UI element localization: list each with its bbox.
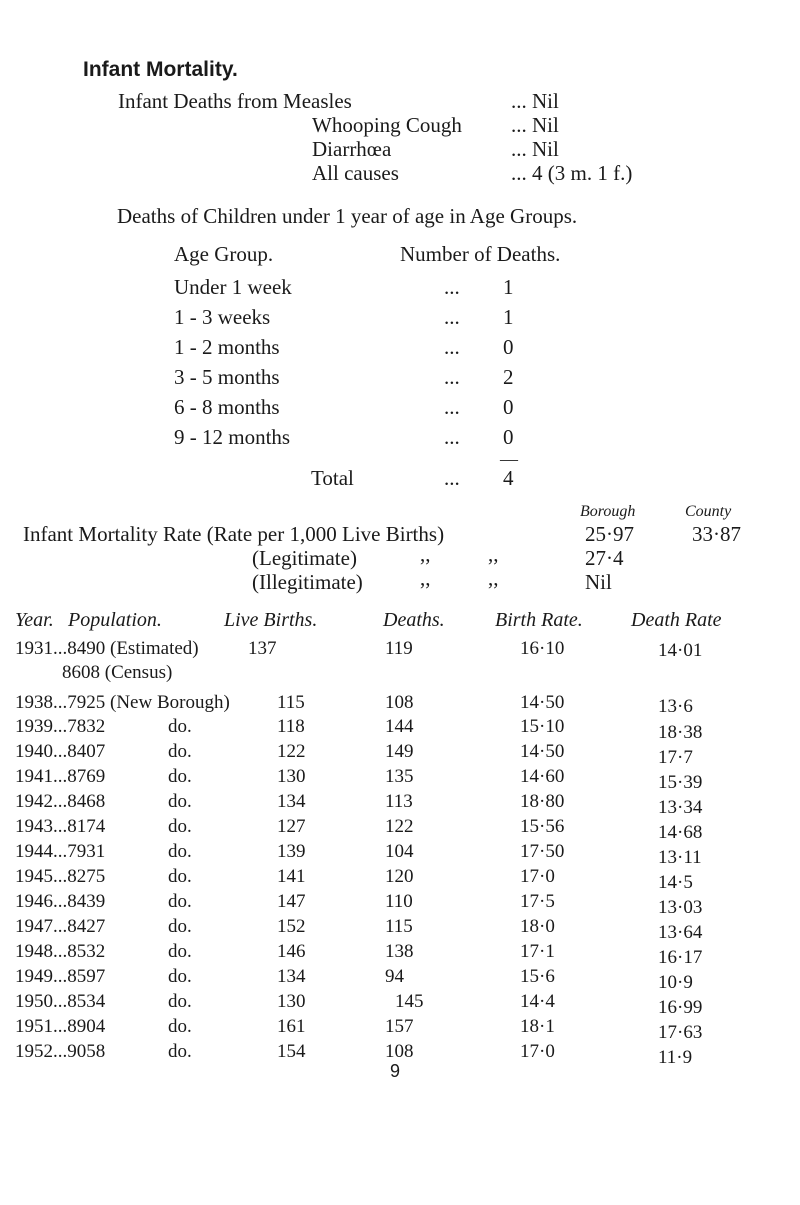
table-row-deaths: 113 xyxy=(385,791,413,812)
mortality-rate-county: 33·87 xyxy=(692,522,741,546)
cause-value-diarrhoea: ... Nil xyxy=(511,137,559,161)
table-row-deaths: 144 xyxy=(385,716,414,737)
table-row-death-rate: 14·01 xyxy=(658,640,703,661)
table-row-year-pop: 1949...8597 xyxy=(15,966,106,987)
age-row-label: Under 1 week xyxy=(174,275,292,299)
age-row-label: 1 - 2 months xyxy=(174,335,280,359)
table-row-births: 115 xyxy=(277,692,305,713)
table-row-deaths: 157 xyxy=(385,1016,414,1037)
table-row-year-pop: 1943...8174 xyxy=(15,816,106,837)
table-row-births: 139 xyxy=(277,841,306,862)
table-row-birth-rate: 18·0 xyxy=(520,916,555,937)
legitimate-label: (Legitimate) xyxy=(252,546,357,570)
county-header: County xyxy=(685,503,732,520)
table-row-births: 154 xyxy=(277,1041,306,1062)
age-row-value: 0 xyxy=(503,395,514,419)
table-row-births: 141 xyxy=(277,866,306,887)
illegitimate-label: (Illegitimate) xyxy=(252,570,363,594)
age-row-label: 9 - 12 months xyxy=(174,425,291,449)
table-row-deaths: 145 xyxy=(395,991,424,1012)
table-row-birth-rate: 16·10 xyxy=(520,638,565,659)
table-row-ditto: do. xyxy=(168,841,192,862)
table-row-death-rate: 13·6 xyxy=(658,696,693,717)
legitimate-ditto-2: ,, xyxy=(488,542,499,566)
table-row-ditto: do. xyxy=(168,791,192,812)
table-row-year-pop: 1939...7832 xyxy=(15,716,106,737)
total-value: 4 xyxy=(503,466,514,490)
table-row-births: 122 xyxy=(277,741,306,762)
table-row-births: 130 xyxy=(277,991,306,1012)
age-group-col-header: Age Group. xyxy=(174,242,274,266)
table-row-deaths: 119 xyxy=(385,638,413,659)
table-row-death-rate: 17·63 xyxy=(658,1022,703,1043)
table-row-death-rate: 11·9 xyxy=(658,1047,693,1068)
table-row-death-rate: 14·5 xyxy=(658,872,693,893)
table-row-birth-rate: 18·80 xyxy=(520,791,565,812)
table-row-ditto: do. xyxy=(168,916,192,937)
age-row-value: 0 xyxy=(503,425,514,449)
cause-label-whooping: Whooping Cough xyxy=(312,113,462,137)
table-row-year-pop: 1950...8534 xyxy=(15,991,106,1012)
age-row-dots: ... xyxy=(444,365,460,389)
age-row-dots: ... xyxy=(444,395,460,419)
age-row-label: 6 - 8 months xyxy=(174,395,280,419)
cause-value-measles: ... Nil xyxy=(511,89,559,113)
table-row-year-pop: 1951...8904 xyxy=(15,1016,106,1037)
table-row-ditto: do. xyxy=(168,941,192,962)
age-row-value: 0 xyxy=(503,335,514,359)
table-row-births: 127 xyxy=(277,816,306,837)
total-dots: ... xyxy=(444,466,460,490)
table-row-ditto: do. xyxy=(168,716,192,737)
table-row-year-pop: 1938...7925 (New Borough) xyxy=(15,692,230,713)
table-row-births: 118 xyxy=(277,716,305,737)
col-header-deaths: Deaths. xyxy=(383,609,445,631)
col-header-year: Year. xyxy=(15,609,54,631)
cause-label-diarrhoea: Diarrhœa xyxy=(312,137,392,161)
table-row-year-pop: 1948...8532 xyxy=(15,941,106,962)
table-row-birth-rate: 14·50 xyxy=(520,692,565,713)
table-row-deaths: 104 xyxy=(385,841,414,862)
age-row-dots: ... xyxy=(444,305,460,329)
col-header-population: Population. xyxy=(68,609,162,631)
table-row-births: 147 xyxy=(277,891,306,912)
illegitimate-ditto-2: ,, xyxy=(488,566,499,590)
total-rule: — xyxy=(500,449,518,469)
table-row-death-rate: 10·9 xyxy=(658,972,693,993)
table-row-death-rate: 16·99 xyxy=(658,997,703,1018)
table-row-deaths: 108 xyxy=(385,1041,414,1062)
mortality-rate-label: Infant Mortality Rate (Rate per 1,000 Live Births) xyxy=(23,522,445,546)
table-row-death-rate: 14·68 xyxy=(658,822,703,843)
table-row-ditto: do. xyxy=(168,966,192,987)
table-row-death-rate: 16·17 xyxy=(658,947,703,968)
table-row-deaths: 110 xyxy=(385,891,413,912)
table-row-death-rate: 18·38 xyxy=(658,722,703,743)
table-row-ditto: do. xyxy=(168,866,192,887)
table-row-ditto: do. xyxy=(168,766,192,787)
age-row-value: 1 xyxy=(503,275,514,299)
page-number: 9 xyxy=(390,1061,401,1081)
illegitimate-borough: Nil xyxy=(585,570,612,594)
table-row-birth-rate: 18·1 xyxy=(520,1016,555,1037)
cause-label-measles: Infant Deaths from Measles xyxy=(118,89,352,113)
table-row-year-pop: 1947...8427 xyxy=(15,916,106,937)
age-row-dots: ... xyxy=(444,275,460,299)
table-row-birth-rate: 15·10 xyxy=(520,716,565,737)
table-row-birth-rate: 14·4 xyxy=(520,991,555,1012)
table-row-deaths: 138 xyxy=(385,941,414,962)
age-row-dots: ... xyxy=(444,335,460,359)
total-label: Total xyxy=(311,466,354,490)
table-row-death-rate: 15·39 xyxy=(658,772,703,793)
cause-label-all: All causes xyxy=(312,161,399,185)
legitimate-ditto-1: ,, xyxy=(420,542,431,566)
table-row-births: 146 xyxy=(277,941,306,962)
deaths-col-header: Number of Deaths. xyxy=(400,242,561,266)
table-row-year-pop: 1942...8468 xyxy=(15,791,106,812)
age-row-dots: ... xyxy=(444,425,460,449)
table-row-births: 137 xyxy=(248,638,277,659)
table-row-death-rate: 13·64 xyxy=(658,922,703,943)
age-row-value: 2 xyxy=(503,365,514,389)
table-row-deaths: 149 xyxy=(385,741,414,762)
table-row-births: 161 xyxy=(277,1016,306,1037)
table-row-birth-rate: 17·5 xyxy=(520,891,555,912)
cause-value-whooping: ... Nil xyxy=(511,113,559,137)
table-row-deaths: 94 xyxy=(385,966,404,987)
col-header-death-rate: Death Rate xyxy=(631,609,722,631)
table-row-death-rate: 13·34 xyxy=(658,797,703,818)
page-title: Infant Mortality. xyxy=(83,58,238,81)
table-row-ditto: do. xyxy=(168,1016,192,1037)
table-row-deaths: 122 xyxy=(385,816,414,837)
table-row-deaths: 108 xyxy=(385,692,414,713)
table-row-birth-rate: 17·0 xyxy=(520,1041,555,1062)
table-row-ditto: do. xyxy=(168,741,192,762)
table-row-birth-rate: 15·56 xyxy=(520,816,565,837)
table-row-ditto: do. xyxy=(168,816,192,837)
table-row-ditto: do. xyxy=(168,991,192,1012)
table-row-births: 134 xyxy=(277,791,306,812)
illegitimate-ditto-1: ,, xyxy=(420,566,431,590)
table-row-birth-rate: 17·1 xyxy=(520,941,555,962)
table-row-year-pop: 1941...8769 xyxy=(15,766,106,787)
table-row-deaths: 120 xyxy=(385,866,414,887)
table-row-birth-rate: 17·50 xyxy=(520,841,565,862)
age-row-label: 3 - 5 months xyxy=(174,365,280,389)
table-row-death-rate: 17·7 xyxy=(658,747,693,768)
table-row-births: 134 xyxy=(277,966,306,987)
col-header-birth-rate: Birth Rate. xyxy=(495,609,583,631)
table-row-birth-rate: 14·60 xyxy=(520,766,565,787)
table-row-ditto: do. xyxy=(168,891,192,912)
table-row-birth-rate: 14·50 xyxy=(520,741,565,762)
table-row-year-pop: 1952...9058 xyxy=(15,1041,106,1062)
table-row-census: 8608 (Census) xyxy=(62,662,173,683)
age-row-value: 1 xyxy=(503,305,514,329)
table-row-year-pop: 1946...8439 xyxy=(15,891,106,912)
table-row-year-pop: 1931...8490 (Estimated) xyxy=(15,638,199,659)
table-row-birth-rate: 15·6 xyxy=(520,966,555,987)
age-groups-heading: Deaths of Children under 1 year of age in Age Groups. xyxy=(117,204,578,228)
table-row-death-rate: 13·11 xyxy=(658,847,702,868)
legitimate-borough: 27·4 xyxy=(585,546,624,570)
table-row-year-pop: 1945...8275 xyxy=(15,866,106,887)
mortality-rate-borough: 25·97 xyxy=(585,522,634,546)
table-row-ditto: do. xyxy=(168,1041,192,1062)
table-row-year-pop: 1944...7931 xyxy=(15,841,106,862)
table-row-birth-rate: 17·0 xyxy=(520,866,555,887)
table-row-death-rate: 13·03 xyxy=(658,897,703,918)
table-row-deaths: 135 xyxy=(385,766,414,787)
cause-value-all: ... 4 (3 m. 1 f.) xyxy=(511,161,633,185)
borough-header: Borough xyxy=(580,503,636,520)
table-row-births: 152 xyxy=(277,916,306,937)
age-row-label: 1 - 3 weeks xyxy=(174,305,271,329)
table-row-births: 130 xyxy=(277,766,306,787)
col-header-live-births: Live Births. xyxy=(224,609,318,631)
table-row-deaths: 115 xyxy=(385,916,413,937)
table-row-year-pop: 1940...8407 xyxy=(15,741,106,762)
